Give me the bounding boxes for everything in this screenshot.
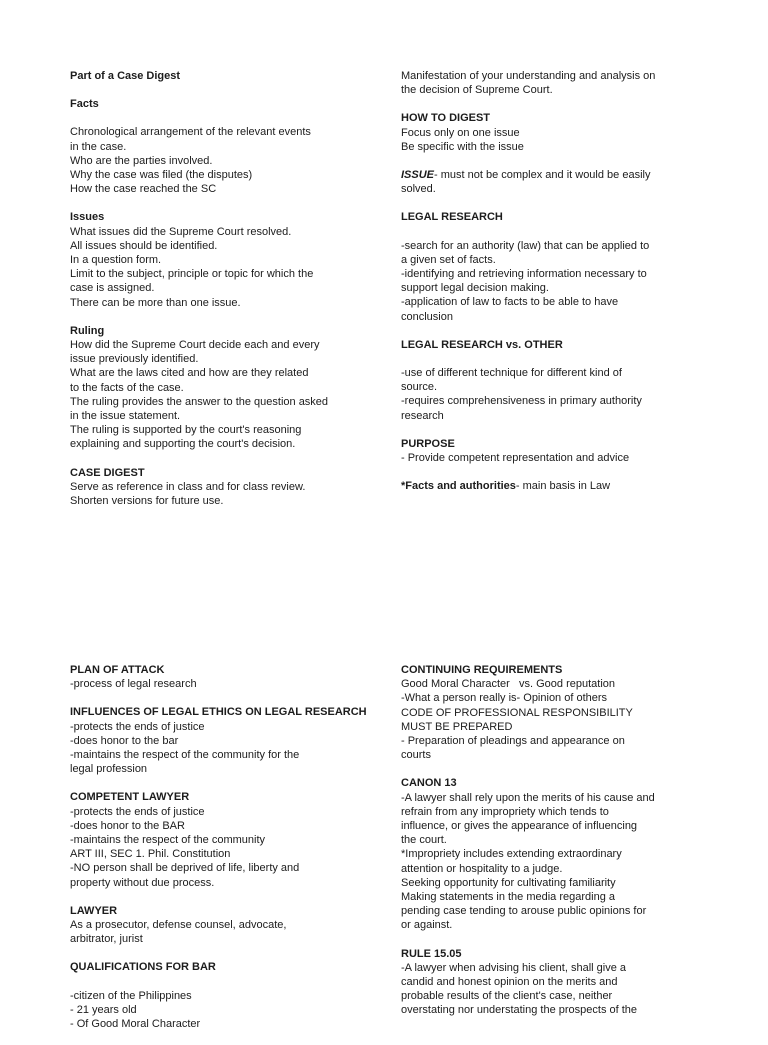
- facts-authorities-section: [401, 479, 701, 493]
- qualifications-heading: QUALIFICATIONS FOR BAR: [70, 961, 216, 974]
- canon-13-line: the court.: [401, 834, 447, 847]
- influences-section: [70, 705, 370, 776]
- lawyer-heading: LAWYER: [70, 904, 118, 917]
- case-digest-line: Serve as reference in class and for class review.: [70, 480, 306, 493]
- legal-research-heading: LEGAL RESEARCH: [401, 211, 503, 224]
- legal-research-vs-line: source.: [401, 381, 438, 394]
- rule-15-05-line: candid and honest opinion on the merits and: [401, 976, 618, 989]
- column-how-to-digest: [401, 69, 701, 507]
- case-digest-title-block: [70, 69, 370, 83]
- issues-line: What issues did the Supreme Court resolved.: [70, 225, 292, 238]
- legal-research-line: support legal decision making.: [401, 282, 549, 295]
- canon-13-line: -A lawyer shall rely upon the merits of his cause and: [401, 791, 655, 804]
- ruling-line: How did the Supreme Court decide each and every: [70, 339, 320, 352]
- case-digest-section: [70, 466, 370, 509]
- issue-note-line: [401, 168, 701, 182]
- ruling-heading: Ruling: [70, 324, 105, 337]
- continuing-requirements-heading: CONTINUING REQUIREMENTS: [401, 664, 563, 676]
- legal-research-line: -identifying and retrieving information necessary to: [401, 268, 647, 281]
- canon-13-line: attention or hospitality to a judge.: [401, 862, 563, 875]
- issue-note-line: solved.: [401, 183, 436, 196]
- facts-line: Why the case was filed (the disputes): [70, 169, 253, 182]
- canon-13-line: *Impropriety includes extending extraordinary: [401, 848, 622, 861]
- page-title: Part of a Case Digest: [70, 70, 181, 82]
- legal-research-vs-line: research: [401, 409, 444, 422]
- facts-heading-block: [70, 97, 370, 111]
- influences-line: -does honor to the bar: [70, 734, 179, 747]
- manifestation-line: Manifestation of your understanding and analysis on: [401, 70, 656, 82]
- issues-line: All issues should be identified.: [70, 239, 218, 252]
- case-digest-line: Shorten versions for future use.: [70, 495, 224, 508]
- issues-line: Limit to the subject, principle or topic for which the: [70, 268, 314, 281]
- legal-research-vs-heading-block: [401, 338, 701, 352]
- legal-research-vs-line: -use of different technique for different kind of: [401, 367, 622, 380]
- issues-line: In a question form.: [70, 254, 162, 267]
- canon-13-line: pending case tending to arouse public opinions for: [401, 905, 647, 918]
- ruling-line: What are the laws cited and how are they related: [70, 367, 309, 380]
- facts-line: Chronological arrangement of the relevant events: [70, 126, 311, 139]
- purpose-heading: PURPOSE: [401, 437, 455, 450]
- legal-research-line: -application of law to facts to be able to have: [401, 296, 619, 309]
- facts-line: Who are the parties involved.: [70, 154, 213, 167]
- rule-15-05-heading: RULE 15.05: [401, 947, 462, 960]
- column-case-digest: [70, 69, 370, 522]
- plan-of-attack-section: [70, 663, 370, 691]
- issue-note-text: - must not be complex and it would be easily: [434, 169, 651, 182]
- ruling-line: explaining and supporting the court's decision.: [70, 438, 296, 451]
- continuing-requirements-line: courts: [401, 749, 431, 762]
- legal-research-vs-heading: LEGAL RESEARCH vs. OTHER: [401, 338, 563, 351]
- qualifications-line: -citizen of the Philippines: [70, 989, 192, 1002]
- canon-13-line: influence, or gives the appearance of influencing: [401, 820, 638, 833]
- manifestation-line: the decision of Supreme Court.: [401, 84, 553, 97]
- facts-line: in the case.: [70, 140, 127, 153]
- legal-research-heading-block: [401, 210, 701, 224]
- canon-13-heading: CANON 13: [401, 777, 457, 790]
- canon-13-line: or against.: [401, 919, 453, 932]
- legal-research-line: conclusion: [401, 310, 453, 323]
- how-to-digest-section: [401, 111, 701, 154]
- canon-13-line: Making statements in the media regarding a: [401, 891, 616, 904]
- qualifications-heading-block: [70, 960, 370, 974]
- competent-lawyer-line: -protects the ends of justice: [70, 805, 205, 818]
- lawyer-line: As a prosecutor, defense counsel, advocate,: [70, 919, 287, 932]
- ruling-line: issue previously identified.: [70, 353, 199, 366]
- case-digest-heading: CASE DIGEST: [70, 466, 145, 479]
- lawyer-line: arbitrator, jurist: [70, 933, 143, 946]
- legal-research-section: [401, 239, 701, 324]
- plan-of-attack-line: -process of legal research: [70, 678, 197, 691]
- competent-lawyer-section: [70, 790, 370, 889]
- legal-research-line: a given set of facts.: [401, 253, 496, 266]
- legal-research-vs-section: [401, 366, 701, 423]
- ruling-line: The ruling is supported by the court's reasoning: [70, 424, 302, 437]
- influences-line: -maintains the respect of the community for the: [70, 749, 300, 762]
- ruling-line: The ruling provides the answer to the question asked: [70, 395, 329, 408]
- competent-lawyer-heading: COMPETENT LAWYER: [70, 791, 190, 804]
- continuing-requirements-section: [401, 663, 701, 762]
- column-plan-of-attack: [70, 663, 370, 1045]
- rule-15-05-line: -A lawyer when advising his client, shall give a: [401, 961, 627, 974]
- rule-15-05-line: overstating nor understating the prospects of the: [401, 1004, 638, 1017]
- qualifications-line: - 21 years old: [70, 1003, 137, 1016]
- competent-lawyer-line: ART III, SEC 1. Phil. Constitution: [70, 848, 231, 861]
- continuing-requirements-line: -What a person really is- Opinion of others: [401, 692, 608, 705]
- issue-note-section: [401, 168, 701, 196]
- influences-line: legal profession: [70, 763, 148, 776]
- issues-heading: Issues: [70, 211, 105, 224]
- facts-line: How the case reached the SC: [70, 183, 217, 196]
- legal-research-vs-line: -requires comprehensiveness in primary authority: [401, 395, 642, 408]
- facts-authorities-label: *Facts and authorities: [401, 480, 516, 493]
- canon-13-line: refrain from any impropriety which tends to: [401, 805, 609, 818]
- continuing-requirements-line: Good Moral Character vs. Good reputation: [401, 678, 615, 691]
- issues-line: case is assigned.: [70, 282, 155, 295]
- ruling-line: in the issue statement.: [70, 410, 181, 423]
- column-continuing-requirements: [401, 663, 701, 1032]
- rule-15-05-section: [401, 947, 701, 1018]
- facts-section: [70, 125, 370, 196]
- manifestation-section: [401, 69, 701, 97]
- competent-lawyer-line: -maintains the respect of the community: [70, 834, 266, 847]
- qualifications-line: - Of Good Moral Character: [70, 1018, 201, 1031]
- purpose-section: [401, 437, 701, 465]
- continuing-requirements-line: - Preparation of pleadings and appearance on: [401, 735, 625, 748]
- competent-lawyer-line: property without due process.: [70, 876, 215, 889]
- facts-authorities-text: - main basis in Law: [515, 480, 611, 493]
- canon-13-section: [401, 776, 701, 932]
- legal-research-line: -search for an authority (law) that can be applied to: [401, 239, 650, 252]
- facts-authorities-line: [401, 479, 701, 493]
- issues-section: [70, 210, 370, 309]
- plan-of-attack-heading: PLAN OF ATTACK: [70, 664, 165, 676]
- lawyer-section: [70, 904, 370, 947]
- continuing-requirements-line: CODE OF PROFESSIONAL RESPONSIBILITY: [401, 706, 633, 719]
- competent-lawyer-line: -does honor to the BAR: [70, 819, 185, 832]
- issues-line: There can be more than one issue.: [70, 296, 241, 309]
- ruling-section: [70, 324, 370, 452]
- facts-heading: Facts: [70, 98, 99, 111]
- influences-heading: INFLUENCES OF LEGAL ETHICS ON LEGAL RESEARCH: [70, 706, 367, 719]
- purpose-line: - Provide competent representation and advice: [401, 452, 630, 465]
- how-to-digest-heading: HOW TO DIGEST: [401, 112, 491, 125]
- ruling-line: to the facts of the case.: [70, 381, 184, 394]
- qualifications-section: [70, 989, 370, 1032]
- influences-line: -protects the ends of justice: [70, 720, 205, 733]
- continuing-requirements-line: MUST BE PREPARED: [401, 720, 513, 733]
- canon-13-line: Seeking opportunity for cultivating familiarity: [401, 876, 616, 889]
- issue-label: ISSUE: [401, 169, 435, 182]
- how-to-digest-line: Focus only on one issue: [401, 126, 520, 139]
- how-to-digest-line: Be specific with the issue: [401, 140, 524, 153]
- rule-15-05-line: probable results of the client's case, neither: [401, 990, 613, 1003]
- competent-lawyer-line: -NO person shall be deprived of life, liberty and: [70, 862, 300, 875]
